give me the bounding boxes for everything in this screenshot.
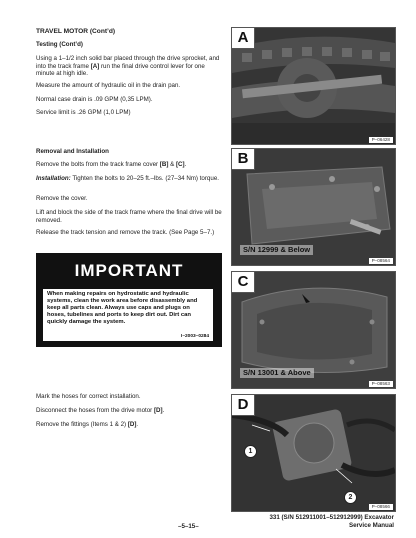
important-title: IMPORTANT — [74, 261, 184, 280]
testing-paragraph-4: Service limit is .26 GPM (1,0 LPM) — [36, 109, 131, 116]
important-code: I–2003–0284 — [180, 334, 209, 339]
figure-c-serial: S/N 13001 & Above — [240, 368, 314, 378]
important-notice — [36, 253, 222, 347]
removal-paragraph-3: Lift and block the side of the track frame where the final drive will be removed. — [36, 209, 222, 224]
removal-paragraph-2: Remove the cover. — [36, 195, 88, 202]
callout-2: 2 — [344, 491, 357, 504]
figure-a — [231, 27, 396, 145]
figure-a-letter: A — [232, 28, 255, 49]
figure-c — [231, 271, 396, 389]
hoses-text-end: . — [162, 407, 165, 414]
figure-ref-b: [B] — [159, 161, 169, 168]
callout-1: 1 — [244, 445, 257, 458]
figure-c-letter: C — [232, 272, 255, 293]
figure-b-letter: B — [232, 149, 255, 170]
installation-text: Tighten the bolts to 20–25 ft.–lbs. (27–34 Nm) torque. — [70, 175, 219, 182]
removal-paragraph-4: Release the track tension and remove the track. (See Page 5–7.) — [36, 229, 215, 236]
figure-d-code: P–08566 — [369, 504, 393, 510]
footer-model — [269, 514, 394, 529]
figure-ref-c: [C] — [175, 161, 185, 168]
testing-text-end: run the final drive control lever for one minute at high idle. — [36, 62, 205, 78]
removal-text-mid: & — [168, 161, 176, 168]
important-body-box — [43, 289, 213, 341]
testing-paragraph-1 — [36, 55, 222, 78]
fittings-text: Remove the fittings (Items 1 & 2) — [36, 421, 128, 428]
figure-ref-d: [D] — [153, 407, 163, 414]
section-title: TRAVEL MOTOR (Cont’d) — [36, 28, 116, 35]
footer-manual-line: Service Manual — [348, 521, 394, 529]
hoses-paragraph-1: Mark the hoses for correct installation. — [36, 393, 141, 400]
figure-a-photo — [232, 28, 395, 144]
figure-b-serial: S/N 12999 & Below — [240, 245, 313, 255]
hoses-text: Disconnect the hoses from the drive motor — [36, 407, 154, 414]
page-number: –5–15– — [178, 523, 199, 530]
hoses-paragraph-2 — [36, 407, 222, 415]
testing-text: Using a 1–1/2 inch solid bar placed through the drive sprocket, and into the track frame — [36, 55, 220, 70]
removal-paragraph-1 — [36, 161, 222, 169]
figure-d-letter: D — [232, 395, 255, 416]
removal-text-end: . — [184, 161, 187, 168]
figure-c-code: P–08563 — [369, 381, 393, 387]
removal-text: Remove the bolts from the track frame cover — [36, 161, 160, 168]
hoses-paragraph-3 — [36, 421, 222, 429]
figure-a-code: P–06428 — [369, 137, 393, 143]
figure-b-code: P–08564 — [369, 258, 393, 264]
testing-paragraph-2: Measure the amount of hydraulic oil in the drain pan. — [36, 82, 181, 89]
figure-ref-a: [A] — [90, 62, 100, 70]
important-text: When making repairs on hydrostatic and hydraulic systems, clean the work area before disassembly and keep all parts clean. Always use caps and plugs on hoses, tubelines and ports to keep dirt out. Dirt can quickly damage the system. — [47, 291, 198, 325]
footer-model-line: 331 (S/N 512911001–512912999) Excavator — [269, 514, 394, 521]
figure-d — [231, 394, 396, 512]
removal-title: Removal and Installation — [36, 148, 109, 155]
fittings-text-end: . — [136, 421, 139, 428]
installation-note — [36, 175, 222, 183]
testing-paragraph-3: Normal case drain is .09 GPM (0,35 LPM). — [36, 96, 153, 103]
subsection-title: Testing (Cont’d) — [36, 41, 83, 48]
installation-label: Installation: — [36, 175, 71, 182]
figure-ref-d-2: [D] — [127, 421, 137, 428]
figure-b — [231, 148, 396, 266]
